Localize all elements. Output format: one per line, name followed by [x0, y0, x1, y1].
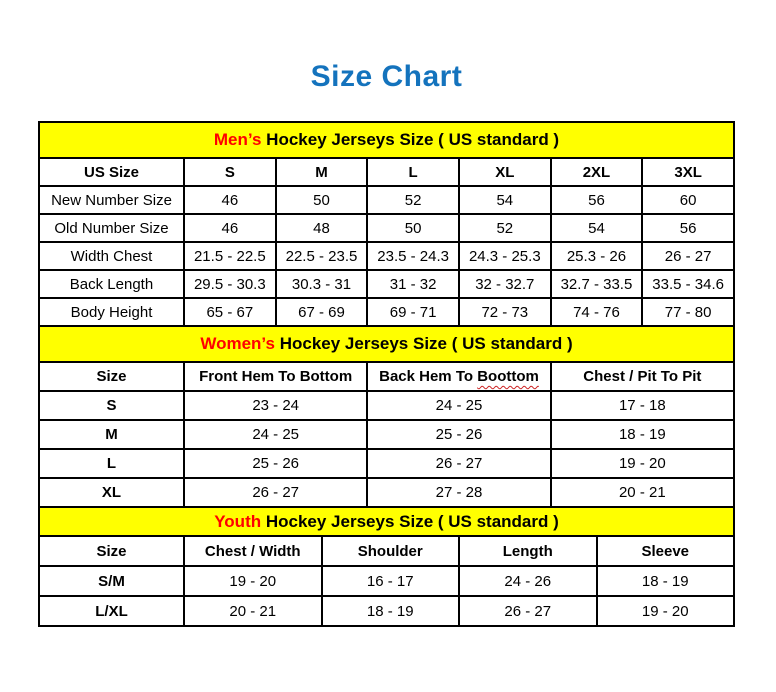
- size-cell: 52: [367, 186, 459, 214]
- womens-section: [38, 325, 735, 508]
- womens-section-header: [38, 325, 735, 363]
- youth-section: [38, 506, 735, 627]
- column-header: L: [367, 158, 459, 186]
- row-label: M: [39, 420, 184, 449]
- column-header: 3XL: [642, 158, 734, 186]
- table-row: [39, 449, 734, 478]
- size-cell: 24 - 25: [367, 391, 550, 420]
- size-cell: 16 - 17: [322, 566, 460, 596]
- table-row: [39, 478, 734, 507]
- size-cell: 27 - 28: [367, 478, 550, 507]
- size-cell: 29.5 - 30.3: [184, 270, 276, 298]
- size-cell: 18 - 19: [322, 596, 460, 626]
- size-cell: 31 - 32: [367, 270, 459, 298]
- youth-section-header: [38, 506, 735, 537]
- size-cell: 52: [459, 214, 551, 242]
- youth-section-title: Hockey Jerseys Size ( US standard ): [265, 512, 559, 531]
- column-header: Back Hem To Boottom: [367, 362, 550, 391]
- youth-section-highlight: Youth: [214, 512, 262, 531]
- mens-section: [38, 121, 735, 327]
- size-cell: 56: [642, 214, 734, 242]
- row-label: S/M: [39, 566, 184, 596]
- womens-section-highlight: Women’s: [200, 334, 275, 353]
- size-cell: 20 - 21: [184, 596, 322, 626]
- column-header: XL: [459, 158, 551, 186]
- size-cell: 21.5 - 22.5: [184, 242, 276, 270]
- row-label: New Number Size: [39, 186, 184, 214]
- size-cell: 18 - 19: [597, 566, 735, 596]
- size-cell: 26 - 27: [367, 449, 550, 478]
- page-title: Size Chart: [310, 60, 463, 93]
- size-cell: 32.7 - 33.5: [551, 270, 643, 298]
- size-cell: 26 - 27: [184, 478, 367, 507]
- size-cell: 54: [459, 186, 551, 214]
- table-row: [39, 566, 734, 596]
- size-cell: 25.3 - 26: [551, 242, 643, 270]
- size-cell: 72 - 73: [459, 298, 551, 326]
- size-cell: 20 - 21: [551, 478, 734, 507]
- row-label: XL: [39, 478, 184, 507]
- size-cell: 67 - 69: [276, 298, 368, 326]
- row-label: Body Height: [39, 298, 184, 326]
- size-cell: 19 - 20: [597, 596, 735, 626]
- size-cell: 23.5 - 24.3: [367, 242, 459, 270]
- column-header: S: [184, 158, 276, 186]
- size-cell: 18 - 19: [551, 420, 734, 449]
- mens-size-table: [38, 157, 735, 327]
- row-label: L/XL: [39, 596, 184, 626]
- column-header: Chest / Width: [184, 536, 322, 566]
- table-row: [39, 186, 734, 214]
- column-header: Front Hem To Bottom: [184, 362, 367, 391]
- size-cell: 26 - 27: [459, 596, 597, 626]
- womens-section-title: Hockey Jerseys Size ( US standard ): [279, 334, 573, 353]
- column-header: US Size: [39, 158, 184, 186]
- size-cell: 50: [276, 186, 368, 214]
- youth-size-table: [38, 535, 735, 627]
- header-row: [39, 362, 734, 391]
- size-cell: 23 - 24: [184, 391, 367, 420]
- column-header: M: [276, 158, 368, 186]
- size-cell: 19 - 20: [184, 566, 322, 596]
- table-row: [39, 242, 734, 270]
- size-cell: 24.3 - 25.3: [459, 242, 551, 270]
- size-cell: 33.5 - 34.6: [642, 270, 734, 298]
- table-row: [39, 214, 734, 242]
- size-cell: 30.3 - 31: [276, 270, 368, 298]
- size-cell: 48: [276, 214, 368, 242]
- mens-section-header: [38, 121, 735, 159]
- womens-size-table: [38, 361, 735, 508]
- size-cell: 46: [184, 186, 276, 214]
- table-row: [39, 420, 734, 449]
- size-cell: 22.5 - 23.5: [276, 242, 368, 270]
- header-row: [39, 158, 734, 186]
- size-cell: 65 - 67: [184, 298, 276, 326]
- size-cell: 17 - 18: [551, 391, 734, 420]
- size-cell: 54: [551, 214, 643, 242]
- column-header: Shoulder: [322, 536, 460, 566]
- column-header: Size: [39, 536, 184, 566]
- column-header: 2XL: [551, 158, 643, 186]
- mens-section-highlight: Men’s: [213, 130, 262, 149]
- size-chart: [38, 121, 735, 627]
- row-label: S: [39, 391, 184, 420]
- size-cell: 46: [184, 214, 276, 242]
- row-label: Width Chest: [39, 242, 184, 270]
- table-row: [39, 298, 734, 326]
- column-header: Chest / Pit To Pit: [551, 362, 734, 391]
- row-label: Old Number Size: [39, 214, 184, 242]
- size-cell: 50: [367, 214, 459, 242]
- size-cell: 25 - 26: [367, 420, 550, 449]
- header-row: [39, 536, 734, 566]
- column-header: Sleeve: [597, 536, 735, 566]
- table-row: [39, 596, 734, 626]
- size-cell: 77 - 80: [642, 298, 734, 326]
- size-cell: 56: [551, 186, 643, 214]
- column-header: Length: [459, 536, 597, 566]
- misspelled-word: Boottom: [477, 368, 539, 385]
- row-label: Back Length: [39, 270, 184, 298]
- size-cell: 60: [642, 186, 734, 214]
- size-cell: 26 - 27: [642, 242, 734, 270]
- size-cell: 32 - 32.7: [459, 270, 551, 298]
- row-label: L: [39, 449, 184, 478]
- column-header: Size: [39, 362, 184, 391]
- table-row: [39, 270, 734, 298]
- table-row: [39, 391, 734, 420]
- size-cell: 24 - 26: [459, 566, 597, 596]
- size-cell: 25 - 26: [184, 449, 367, 478]
- size-cell: 74 - 76: [551, 298, 643, 326]
- size-cell: 69 - 71: [367, 298, 459, 326]
- size-cell: 19 - 20: [551, 449, 734, 478]
- mens-section-title: Hockey Jerseys Size ( US standard ): [266, 130, 560, 149]
- size-cell: 24 - 25: [184, 420, 367, 449]
